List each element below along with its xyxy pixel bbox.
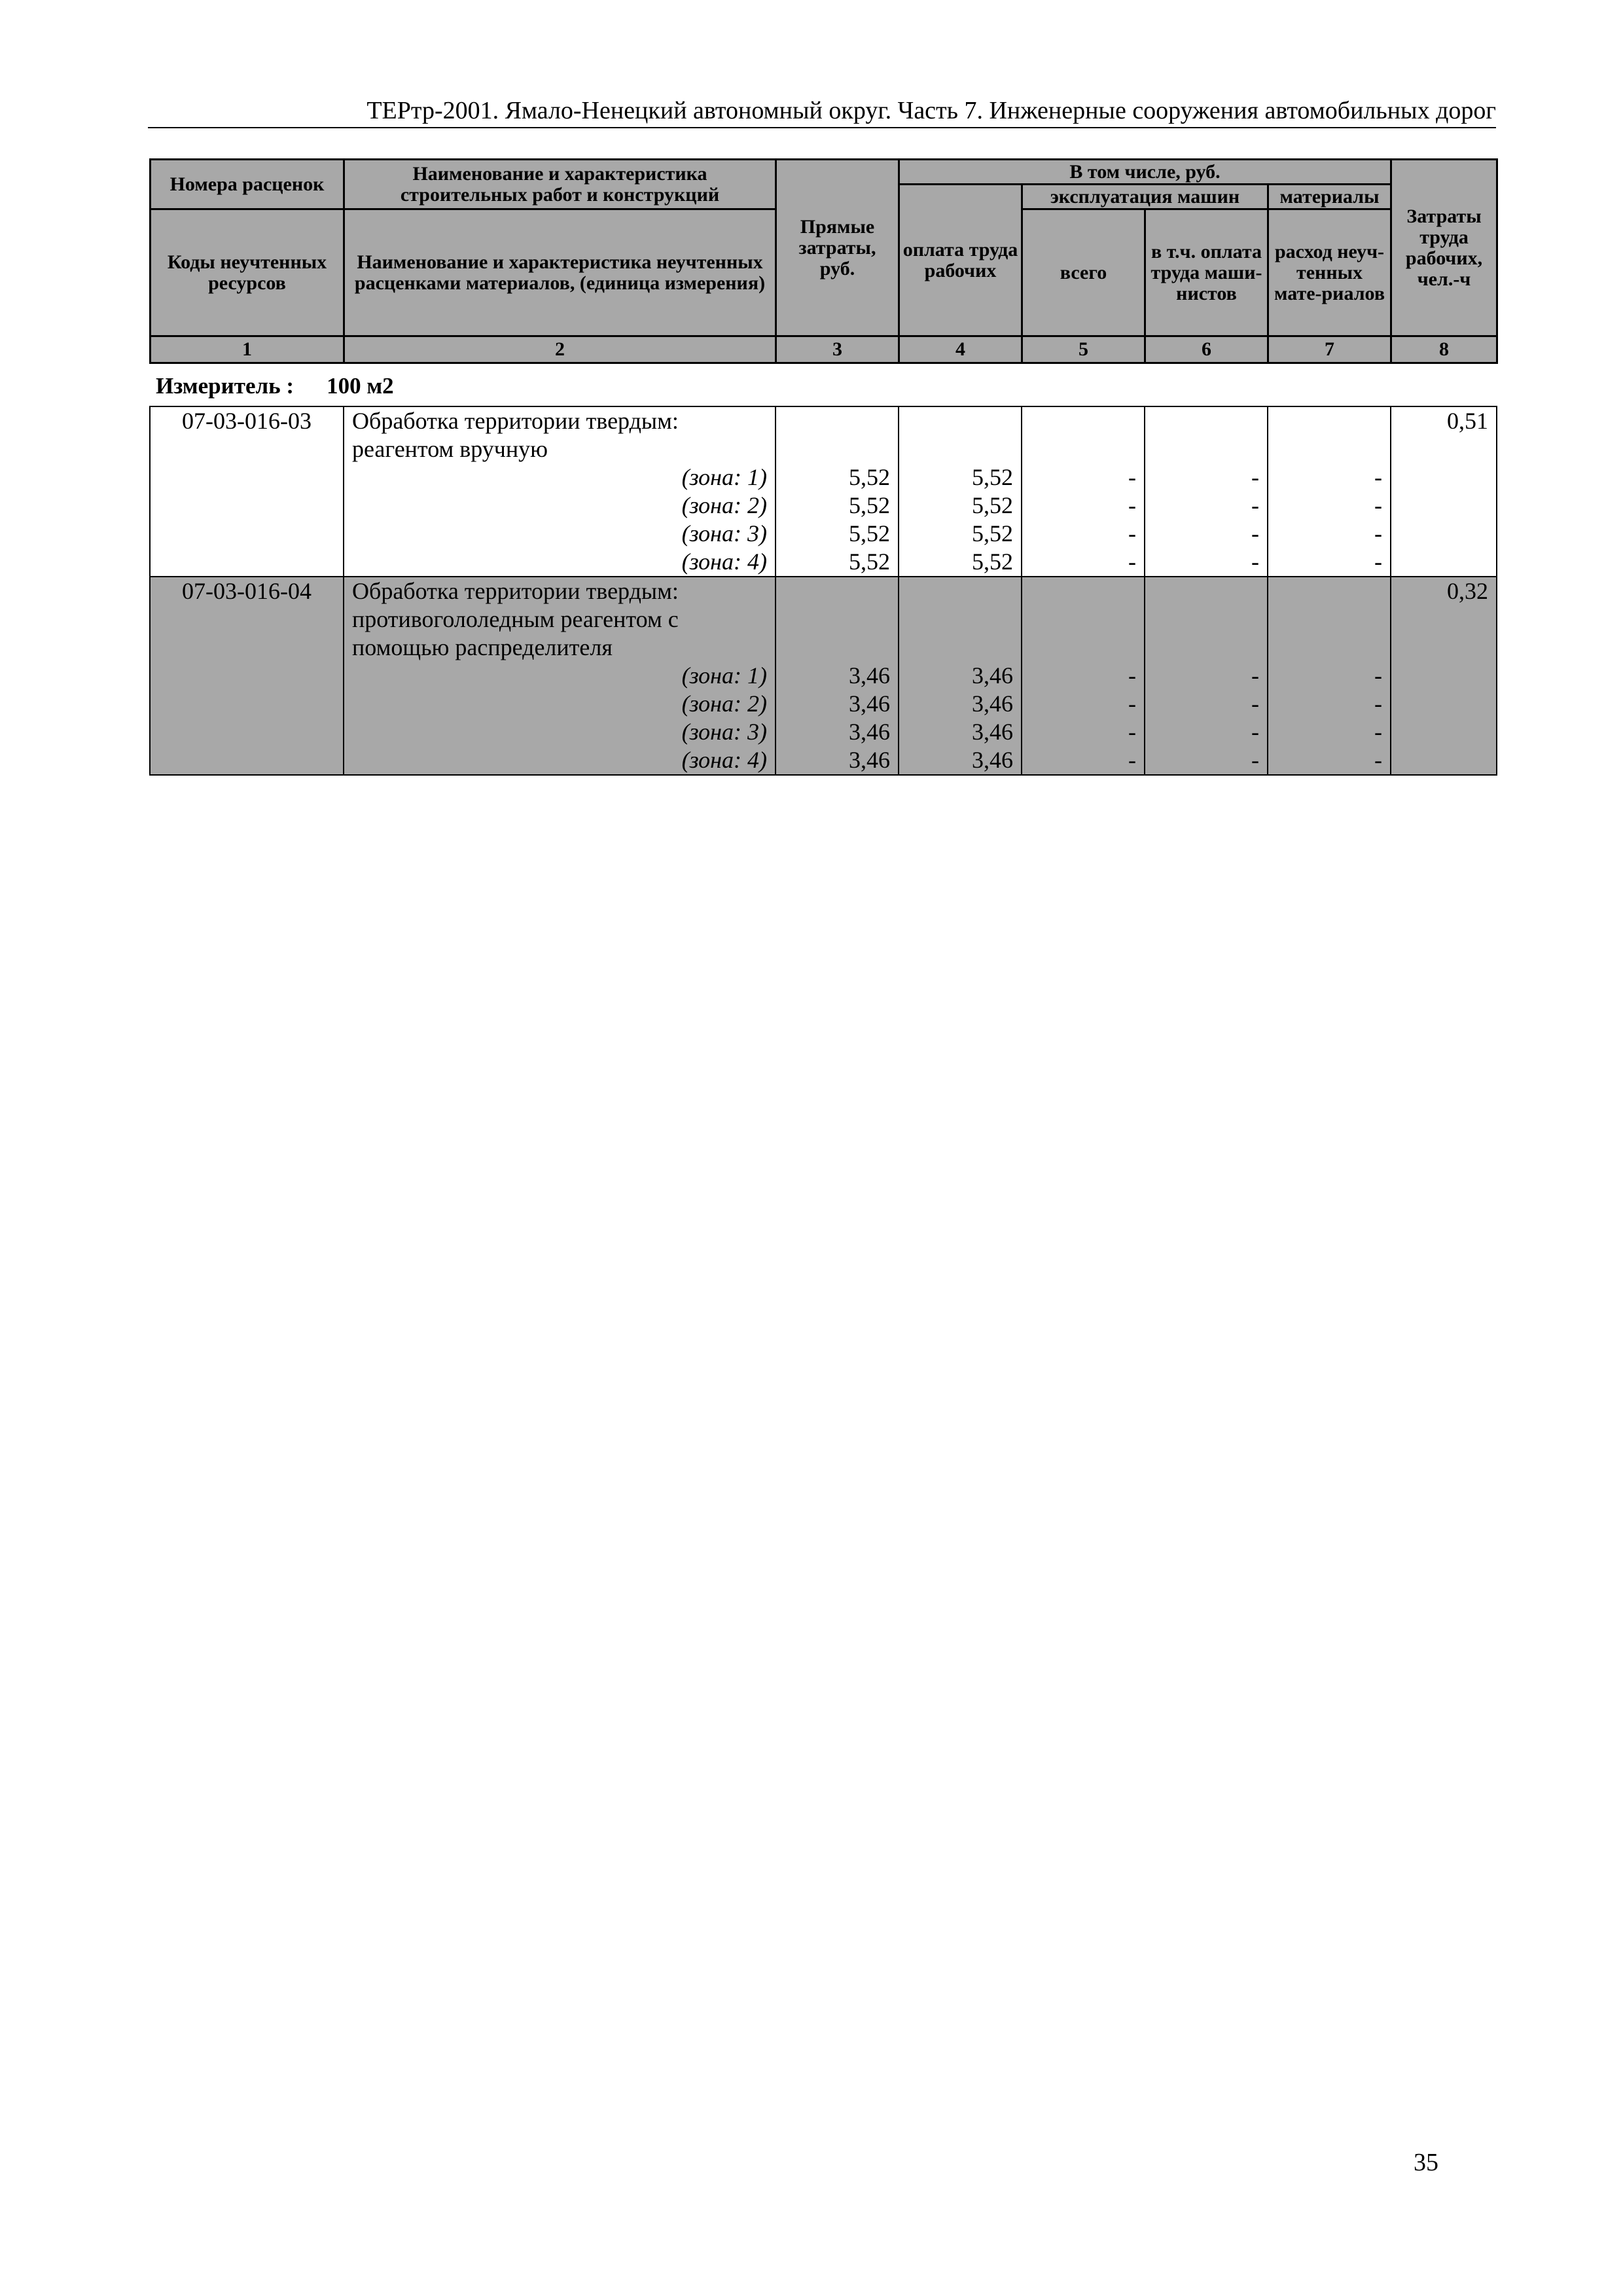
- zone-label: (зона: 3): [344, 718, 776, 746]
- zone-label: (зона: 3): [344, 520, 776, 548]
- zone-row: [150, 662, 1497, 690]
- rates-table: [149, 406, 1497, 776]
- materials: -: [1268, 690, 1391, 718]
- zone-label: (зона: 4): [344, 746, 776, 775]
- column-number: 8: [1391, 336, 1497, 363]
- column-number: 7: [1268, 336, 1391, 363]
- materials: -: [1268, 662, 1391, 690]
- zone-row: [150, 463, 1497, 492]
- header-unaccounted-materials: расход неуч-тенных мате-риалов: [1268, 209, 1391, 336]
- column-number: 5: [1022, 336, 1145, 363]
- rate-name-line: Обработка территории твердым:: [344, 406, 776, 435]
- table-row: [150, 406, 1497, 435]
- worker-pay: 5,52: [899, 463, 1022, 492]
- header-machines-total: всего: [1022, 209, 1145, 336]
- table-row: [150, 634, 1497, 662]
- operator-pay: -: [1145, 463, 1268, 492]
- rate-name-line: противогололедным реагентом с: [344, 605, 776, 634]
- operator-pay: -: [1145, 548, 1268, 577]
- materials: -: [1268, 492, 1391, 520]
- rate-name-line: реагентом вручную: [344, 435, 776, 463]
- header-operator-pay: в т.ч. оплата труда маши-нистов: [1145, 209, 1268, 336]
- direct-costs: 3,46: [776, 690, 899, 718]
- materials: -: [1268, 520, 1391, 548]
- header-material-names: Наименование и характеристика неучтенных расценками материалов, (единица измерения): [344, 209, 776, 336]
- zone-row: [150, 718, 1497, 746]
- table-header: [149, 158, 1498, 364]
- labor-costs: 0,32: [1391, 577, 1497, 605]
- measure-value: 100 м2: [327, 373, 394, 399]
- header-work-name: Наименование и характеристика строительных работ и конструкций: [344, 160, 776, 209]
- worker-pay: 5,52: [899, 492, 1022, 520]
- direct-costs: 5,52: [776, 492, 899, 520]
- materials: -: [1268, 746, 1391, 775]
- rate-name-line: помощью распределителя: [344, 634, 776, 662]
- worker-pay: 5,52: [899, 520, 1022, 548]
- operator-pay: -: [1145, 492, 1268, 520]
- zone-row: [150, 690, 1497, 718]
- header-direct-costs: Прямые затраты, руб.: [776, 160, 899, 336]
- zone-label: (зона: 4): [344, 548, 776, 577]
- worker-pay: 3,46: [899, 690, 1022, 718]
- zone-row: [150, 520, 1497, 548]
- header-worker-pay: оплата труда рабочих: [899, 185, 1022, 336]
- machines-total: -: [1022, 718, 1145, 746]
- table-row: [150, 435, 1497, 463]
- zone-label: (зона: 2): [344, 690, 776, 718]
- worker-pay: 3,46: [899, 746, 1022, 775]
- header-machine-operation: эксплуатация машин: [1022, 185, 1268, 209]
- worker-pay: 5,52: [899, 548, 1022, 577]
- machines-total: -: [1022, 520, 1145, 548]
- table-row: [150, 577, 1497, 605]
- worker-pay: 3,46: [899, 718, 1022, 746]
- column-number: 6: [1145, 336, 1268, 363]
- operator-pay: -: [1145, 662, 1268, 690]
- zone-row: [150, 746, 1497, 775]
- direct-costs: 3,46: [776, 746, 899, 775]
- column-number: 3: [776, 336, 899, 363]
- machines-total: -: [1022, 492, 1145, 520]
- measure-line: [156, 373, 394, 399]
- column-number: 2: [344, 336, 776, 363]
- operator-pay: -: [1145, 520, 1268, 548]
- header-rate-numbers: Номера расценок: [151, 160, 344, 209]
- materials: -: [1268, 463, 1391, 492]
- machines-total: -: [1022, 662, 1145, 690]
- zone-label: (зона: 1): [344, 463, 776, 492]
- machines-total: -: [1022, 690, 1145, 718]
- machines-total: -: [1022, 463, 1145, 492]
- page-number: 35: [1414, 2149, 1438, 2176]
- column-number: 1: [151, 336, 344, 363]
- materials: -: [1268, 548, 1391, 577]
- table-row: [150, 605, 1497, 634]
- header-including: В том числе, руб.: [899, 160, 1391, 185]
- header-labor-costs: Затраты труда рабочих, чел.-ч: [1391, 160, 1497, 336]
- direct-costs: 5,52: [776, 463, 899, 492]
- machines-total: -: [1022, 746, 1145, 775]
- operator-pay: -: [1145, 690, 1268, 718]
- operator-pay: -: [1145, 718, 1268, 746]
- column-number: 4: [899, 336, 1022, 363]
- machines-total: -: [1022, 548, 1145, 577]
- direct-costs: 5,52: [776, 520, 899, 548]
- header-resource-codes: Коды неучтенных ресурсов: [151, 209, 344, 336]
- worker-pay: 3,46: [899, 662, 1022, 690]
- rate-code: 07-03-016-04: [150, 577, 344, 605]
- measure-label: Измеритель :: [156, 373, 294, 399]
- rate-name-line: Обработка территории твердым:: [344, 577, 776, 605]
- labor-costs: 0,51: [1391, 406, 1497, 435]
- zone-label: (зона: 1): [344, 662, 776, 690]
- zone-label: (зона: 2): [344, 492, 776, 520]
- zone-row: [150, 548, 1497, 577]
- running-header: ТЕРтр-2001. Ямало-Ненецкий автономный округ. Часть 7. Инженерные сооружения автомобильных дорог: [148, 96, 1496, 128]
- materials: -: [1268, 718, 1391, 746]
- direct-costs: 3,46: [776, 662, 899, 690]
- direct-costs: 5,52: [776, 548, 899, 577]
- direct-costs: 3,46: [776, 718, 899, 746]
- operator-pay: -: [1145, 746, 1268, 775]
- header-materials: материалы: [1268, 185, 1391, 209]
- zone-row: [150, 492, 1497, 520]
- rate-code: 07-03-016-03: [150, 406, 344, 435]
